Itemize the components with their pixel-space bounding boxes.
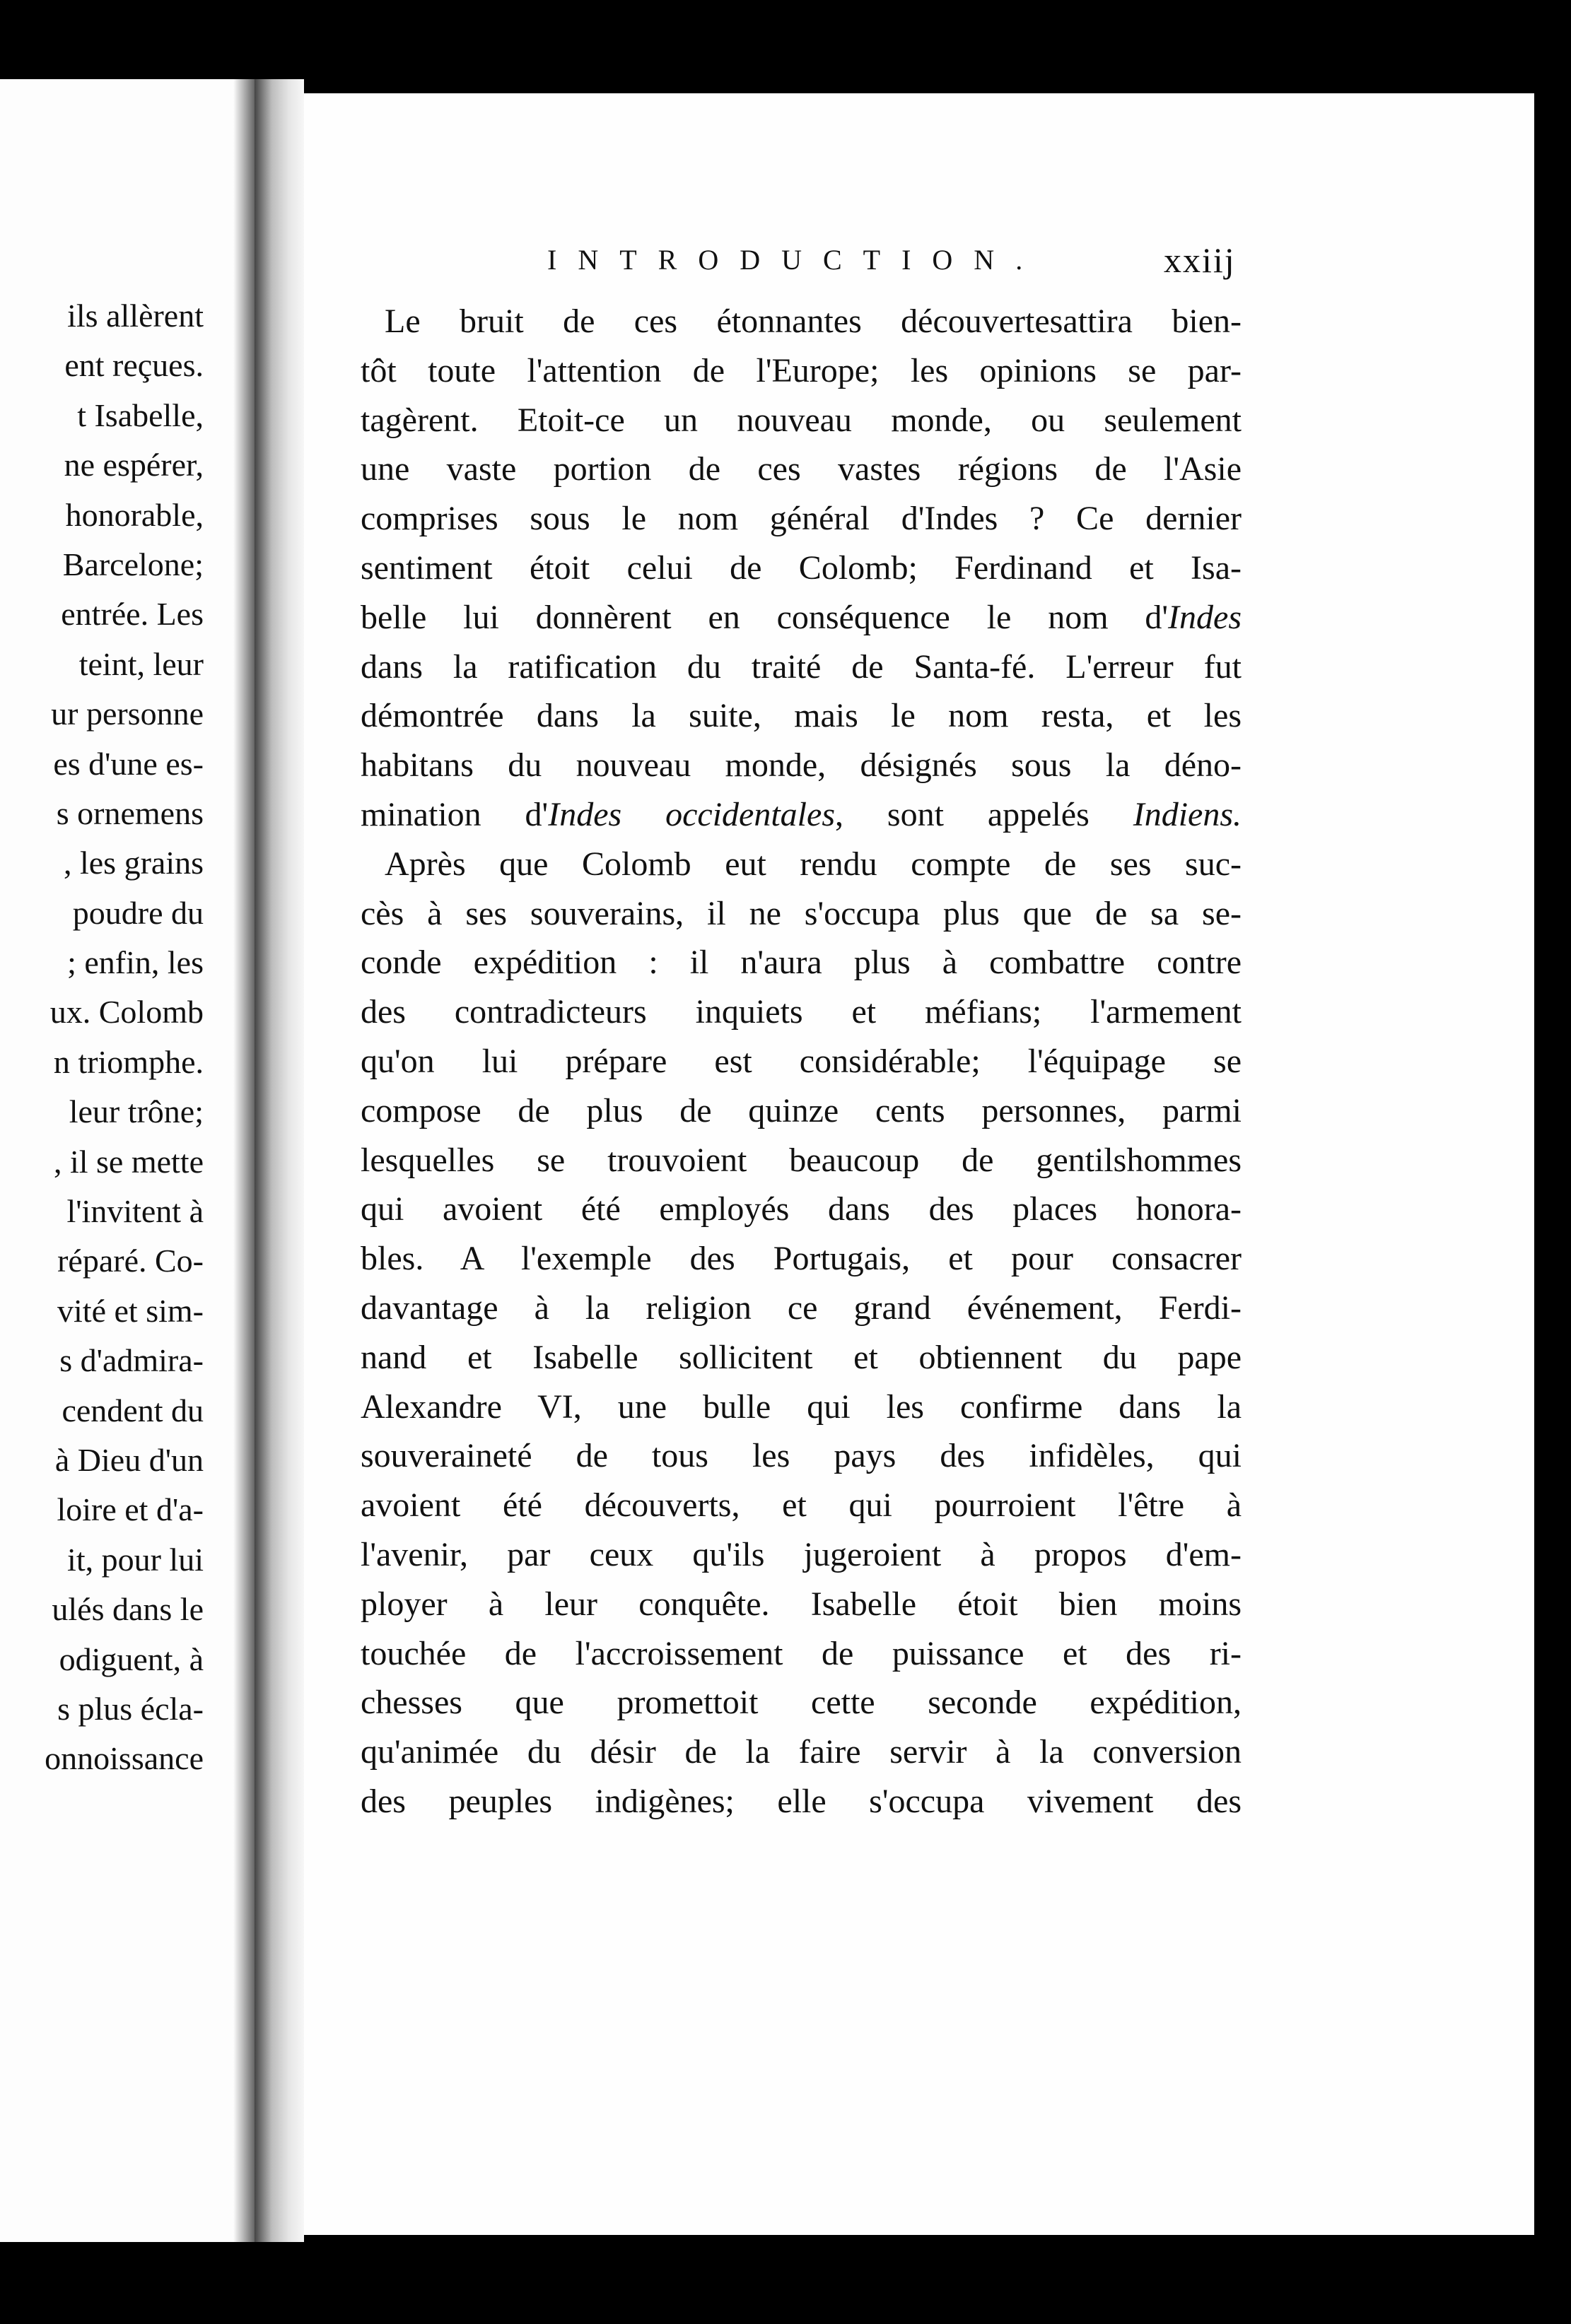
text-run: qui avoient été employés dans des places honora- (361, 1190, 1242, 1228)
text-run: compose de plus de quinze cents personnes, parmi (361, 1091, 1242, 1129)
text-line (361, 1580, 1242, 1629)
running-head (304, 232, 1534, 288)
text-line (361, 1777, 1242, 1826)
left-text-line: l'invitent à (66, 1193, 204, 1230)
text-line (361, 1678, 1242, 1727)
page-number: xxiij (1164, 240, 1236, 280)
text-run: tagèrent. Etoit-ce un nouveau monde, ou seulement (361, 401, 1242, 439)
left-text-line: , les grains (63, 845, 204, 881)
text-line (361, 691, 1242, 741)
binding-shadow (233, 79, 255, 2242)
left-text-line: ulés dans le (52, 1591, 204, 1628)
text-run: avoient été découverts, et qui pourroient l'être à (361, 1486, 1242, 1525)
text-run: cès à ses souverains, il ne s'occupa plus que de sa se- (361, 894, 1242, 932)
text-run: Le bruit de ces étonnantes découvertesattira bien- (385, 303, 1242, 340)
text-line (361, 1383, 1242, 1432)
text-line (361, 1037, 1242, 1086)
text-line (361, 1136, 1242, 1185)
left-text-line: es d'une es- (53, 745, 204, 782)
left-text-line: teint, leur (78, 645, 204, 682)
left-text-line: vité et sim- (57, 1292, 204, 1329)
text-run: tôt toute l'attention de l'Europe; les opinions se par- (361, 351, 1242, 389)
text-line (361, 396, 1242, 445)
page-body-text (361, 297, 1242, 1826)
text-line (361, 987, 1242, 1037)
text-run: chesses que promettoit cette seconde expédition, (361, 1684, 1242, 1722)
text-line (361, 297, 1242, 346)
text-line (361, 741, 1242, 790)
text-run: des peuples indigènes; elle s'occupa vivement des (361, 1782, 1242, 1820)
text-run: qu'animée du désir de la faire servir à la conversion (361, 1733, 1242, 1771)
left-text-line: s plus écla- (57, 1690, 204, 1727)
text-run: conde expédition : il n'aura plus à combattre contre (361, 944, 1242, 982)
text-line (361, 840, 1242, 889)
text-line (361, 1234, 1242, 1284)
text-run: davantage à la religion ce grand événement, Ferdi- (361, 1289, 1242, 1327)
text-line (361, 346, 1242, 396)
text-line (361, 544, 1242, 593)
text-run: lesquelles se trouvoient beaucoup de gentilshommes (361, 1141, 1242, 1179)
left-text-line: onnoissance (45, 1740, 204, 1777)
text-run: dans la ratification du traité de Santa-fé. L'erreur fut (361, 647, 1242, 686)
binding-gutter (255, 79, 304, 2242)
text-run: touchée de l'accroissement de puissance et des ri- (361, 1634, 1242, 1672)
text-line (361, 1727, 1242, 1777)
text-run: Après que Colomb eut rendu compte de ses suc- (385, 845, 1242, 883)
left-text-line: Barcelone; (62, 546, 204, 582)
text-run: l'avenir, par ceux qu'ils jugeroient à propos d'em- (361, 1535, 1242, 1573)
text-run: bles. A l'exemple des Portugais, et pour consacrer (361, 1240, 1242, 1278)
text-line (361, 1530, 1242, 1580)
left-text-line: s d'admira- (59, 1342, 204, 1379)
text-line (361, 1481, 1242, 1530)
left-text-line: à Dieu d'un (54, 1441, 204, 1478)
left-text-line: ur personne (51, 696, 204, 732)
text-line (361, 790, 1242, 840)
right-main-page (304, 93, 1534, 2235)
left-text-line: poudre du (72, 894, 204, 931)
left-text-line: it, pour lui (67, 1541, 204, 1578)
left-text-line: leur trône; (69, 1093, 204, 1130)
text-run: mination d' (361, 795, 549, 833)
text-run: , sont appelés (835, 795, 1133, 833)
left-text-line: s ornemens (56, 794, 204, 831)
text-line (361, 938, 1242, 987)
left-text-line: loire et d'a- (57, 1491, 204, 1528)
text-line (361, 1629, 1242, 1679)
text-run: démontrée dans la suite, mais le nom resta, et les (361, 697, 1242, 735)
left-text-line: ent reçues. (64, 347, 204, 384)
left-text-line: n triomphe. (53, 1043, 204, 1080)
text-line (361, 1086, 1242, 1136)
text-line (361, 1333, 1242, 1383)
text-line (361, 593, 1242, 642)
left-text-line: , il se mette (53, 1143, 204, 1180)
text-run: habitans du nouveau monde, désignés sous la déno- (361, 746, 1242, 785)
left-text-line: t Isabelle, (77, 397, 204, 433)
left-text-line: entrée. Les (61, 596, 204, 633)
text-line (361, 1284, 1242, 1333)
left-text-line: honorable, (65, 496, 204, 533)
left-facing-page (0, 79, 255, 2242)
text-run: sentiment étoit celui de Colomb; Ferdinand et Isa- (361, 548, 1242, 587)
left-text-line: odiguent, à (59, 1641, 204, 1677)
text-line (361, 1431, 1242, 1481)
left-text-line: ils allèrent (67, 298, 204, 334)
text-run: belle lui donnèrent en conséquence le nom d' (361, 598, 1169, 636)
left-text-line: ux. Colomb (49, 994, 204, 1031)
text-run: Alexandre VI, une bulle qui les confirme dans la (361, 1387, 1242, 1426)
text-line (361, 445, 1242, 494)
italic-text-run: Indes occidentales (548, 795, 836, 833)
text-run: comprises sous le nom général d'Indes ? Ce dernier (361, 500, 1242, 538)
left-page-text (0, 291, 204, 1784)
italic-text-run: Indes (1168, 598, 1242, 636)
left-text-line: ; enfin, les (67, 944, 204, 981)
text-run: qu'on lui prépare est considérable; l'équipage se (361, 1042, 1242, 1080)
left-text-line: cendent du (62, 1392, 204, 1428)
running-title: INTRODUCTION. (547, 244, 1044, 276)
left-text-line: réparé. Co- (57, 1243, 204, 1279)
italic-text-run: Indiens. (1133, 795, 1242, 833)
text-line (361, 889, 1242, 939)
left-text-line: ne espérer, (64, 447, 204, 483)
text-line (361, 642, 1242, 692)
text-line (361, 494, 1242, 544)
text-run: une vaste portion de ces vastes régions de l'Asie (361, 450, 1242, 488)
text-run: nand et Isabelle sollicitent et obtiennent du pape (361, 1338, 1242, 1376)
text-run: souveraineté de tous les pays des infidèles, qui (361, 1437, 1242, 1475)
text-run: des contradicteurs inquiets et méfians; l'armement (361, 993, 1242, 1031)
text-line (361, 1185, 1242, 1234)
text-run: ployer à leur conquête. Isabelle étoit bien moins (361, 1585, 1242, 1623)
